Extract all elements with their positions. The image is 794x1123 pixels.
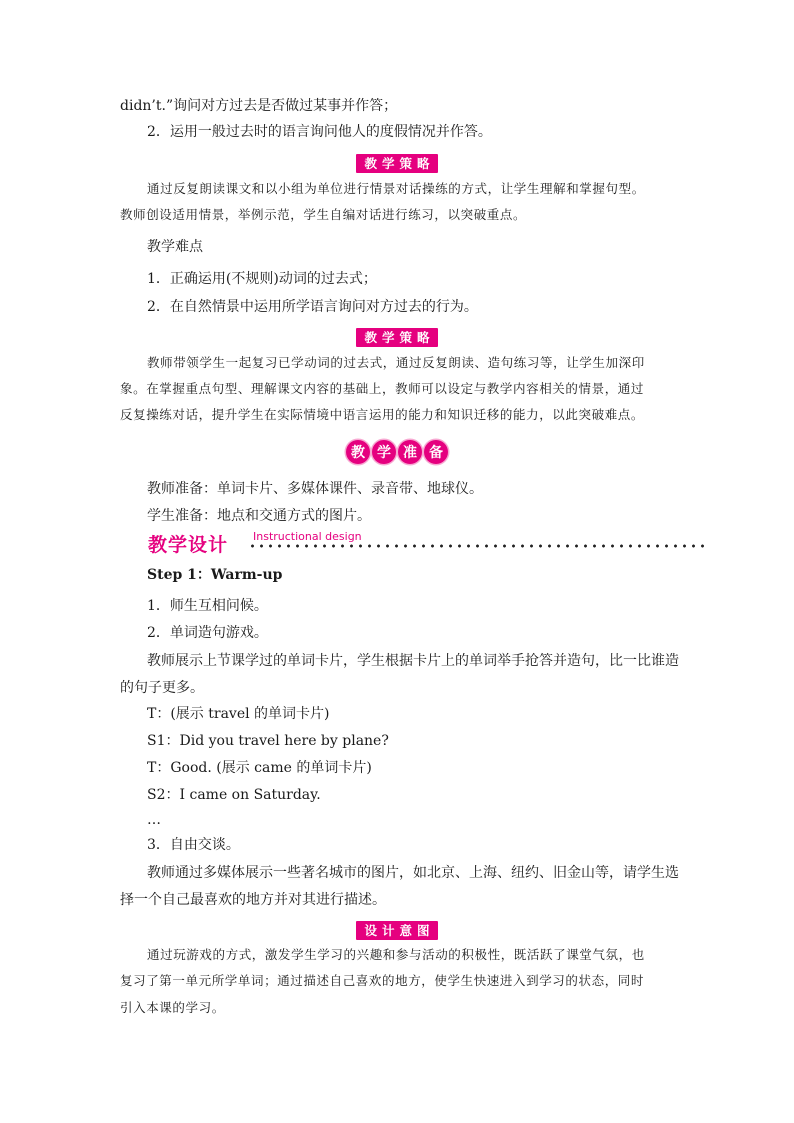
objective-line-1: didn’t.”询问对方过去是否做过某事并作答； (120, 98, 398, 114)
talk-desc-line-2: 择一个自己最喜欢的地方并对其进行描述。 (120, 892, 386, 908)
strategy1-line-2: 教师创设适用情景，举例示范，学生自编对话进行练习，以突破重点。 (120, 207, 527, 222)
step-item-3: 3．自由交谈。 (147, 837, 240, 853)
strategy2-line-3: 反复操练对话，提升学生在实际情境中语言运用的能力和知识迁移的能力，以此突破难点。 (120, 407, 645, 422)
dialogue-ellipsis: … (147, 812, 161, 828)
game-desc-line-1: 教师展示上节课学过的单词卡片，学生根据卡片上的单词举手抢答并造句，比一比谁造 (147, 653, 679, 669)
step-item-1: 1．师生互相问候。 (147, 598, 268, 614)
step-heading: Step 1：Warm-up (147, 567, 283, 583)
design-section-header (120, 530, 712, 556)
step-item-2: 2．单词造句游戏。 (147, 625, 268, 641)
strategy-tag: 教学策略 (356, 328, 437, 347)
game-desc-line-2: 的句子更多。 (120, 680, 204, 696)
intent-tag-wrap (0, 920, 794, 940)
objective-line-2: 2．运用一般过去时的语言询问他人的度假情况并作答。 (147, 124, 492, 140)
strategy1-line-1: 通过反复朗读课文和以小组为单位进行情景对话操练的方式，让学生理解和掌握句型。 (147, 181, 645, 196)
dialogue-line-4: S2：I came on Saturday. (147, 787, 321, 803)
heading-bubble: 准 (398, 440, 422, 464)
strategy-tag-1-wrap (0, 153, 794, 173)
difficulty-line-2: 2．在自然情景中运用所学语言询问对方过去的行为。 (147, 299, 478, 315)
dialogue-line-2: S1：Did you travel here by plane? (147, 733, 389, 749)
heading-bubble: 学 (372, 440, 396, 464)
strategy2-line-1: 教师带领学生一起复习已学动词的过去式，通过反复朗读、造句练习等，让学生加深印 (147, 355, 645, 370)
heading-bubble: 备 (424, 440, 448, 464)
intent-line-1: 通过玩游戏的方式，激发学生学习的兴趣和参与活动的积极性，既活跃了课堂气氛，也 (147, 947, 645, 962)
heading-bubble: 教 (346, 440, 370, 464)
strategy-tag: 教学策略 (356, 154, 437, 173)
intent-line-3: 引入本课的学习。 (120, 1000, 225, 1015)
intent-line-2: 复习了第一单元所学单词；通过描述自己喜欢的地方，使学生快速进入到学习的状态，同时 (120, 973, 645, 988)
talk-desc-line-1: 教师通过多媒体展示一些著名城市的图片，如北京、上海、纽约、旧金山等，请学生选 (147, 865, 679, 881)
preparation-heading (0, 440, 794, 464)
design-intent-tag: 设计意图 (356, 921, 437, 940)
difficulty-heading: 教学难点 (147, 239, 203, 255)
design-title: 教学设计 (148, 534, 229, 556)
prep-student: 学生准备：地点和交通方式的图片。 (147, 508, 371, 524)
strategy2-line-2: 象。在掌握重点句型、理解课文内容的基础上，教师可以设定与教学内容相关的情景，通过 (120, 381, 645, 396)
dialogue-line-3: T：Good. (展示 came 的单词卡片) (147, 760, 372, 776)
design-subtitle: Instructional design (253, 530, 362, 543)
dotted-rule (248, 544, 710, 548)
dialogue-line-1: T：(展示 travel 的单词卡片) (147, 706, 330, 722)
prep-teacher: 教师准备：单词卡片、多媒体课件、录音带、地球仪。 (147, 481, 483, 497)
difficulty-line-1: 1．正确运用(不规则)动词的过去式； (147, 271, 377, 287)
strategy-tag-2-wrap (0, 327, 794, 347)
